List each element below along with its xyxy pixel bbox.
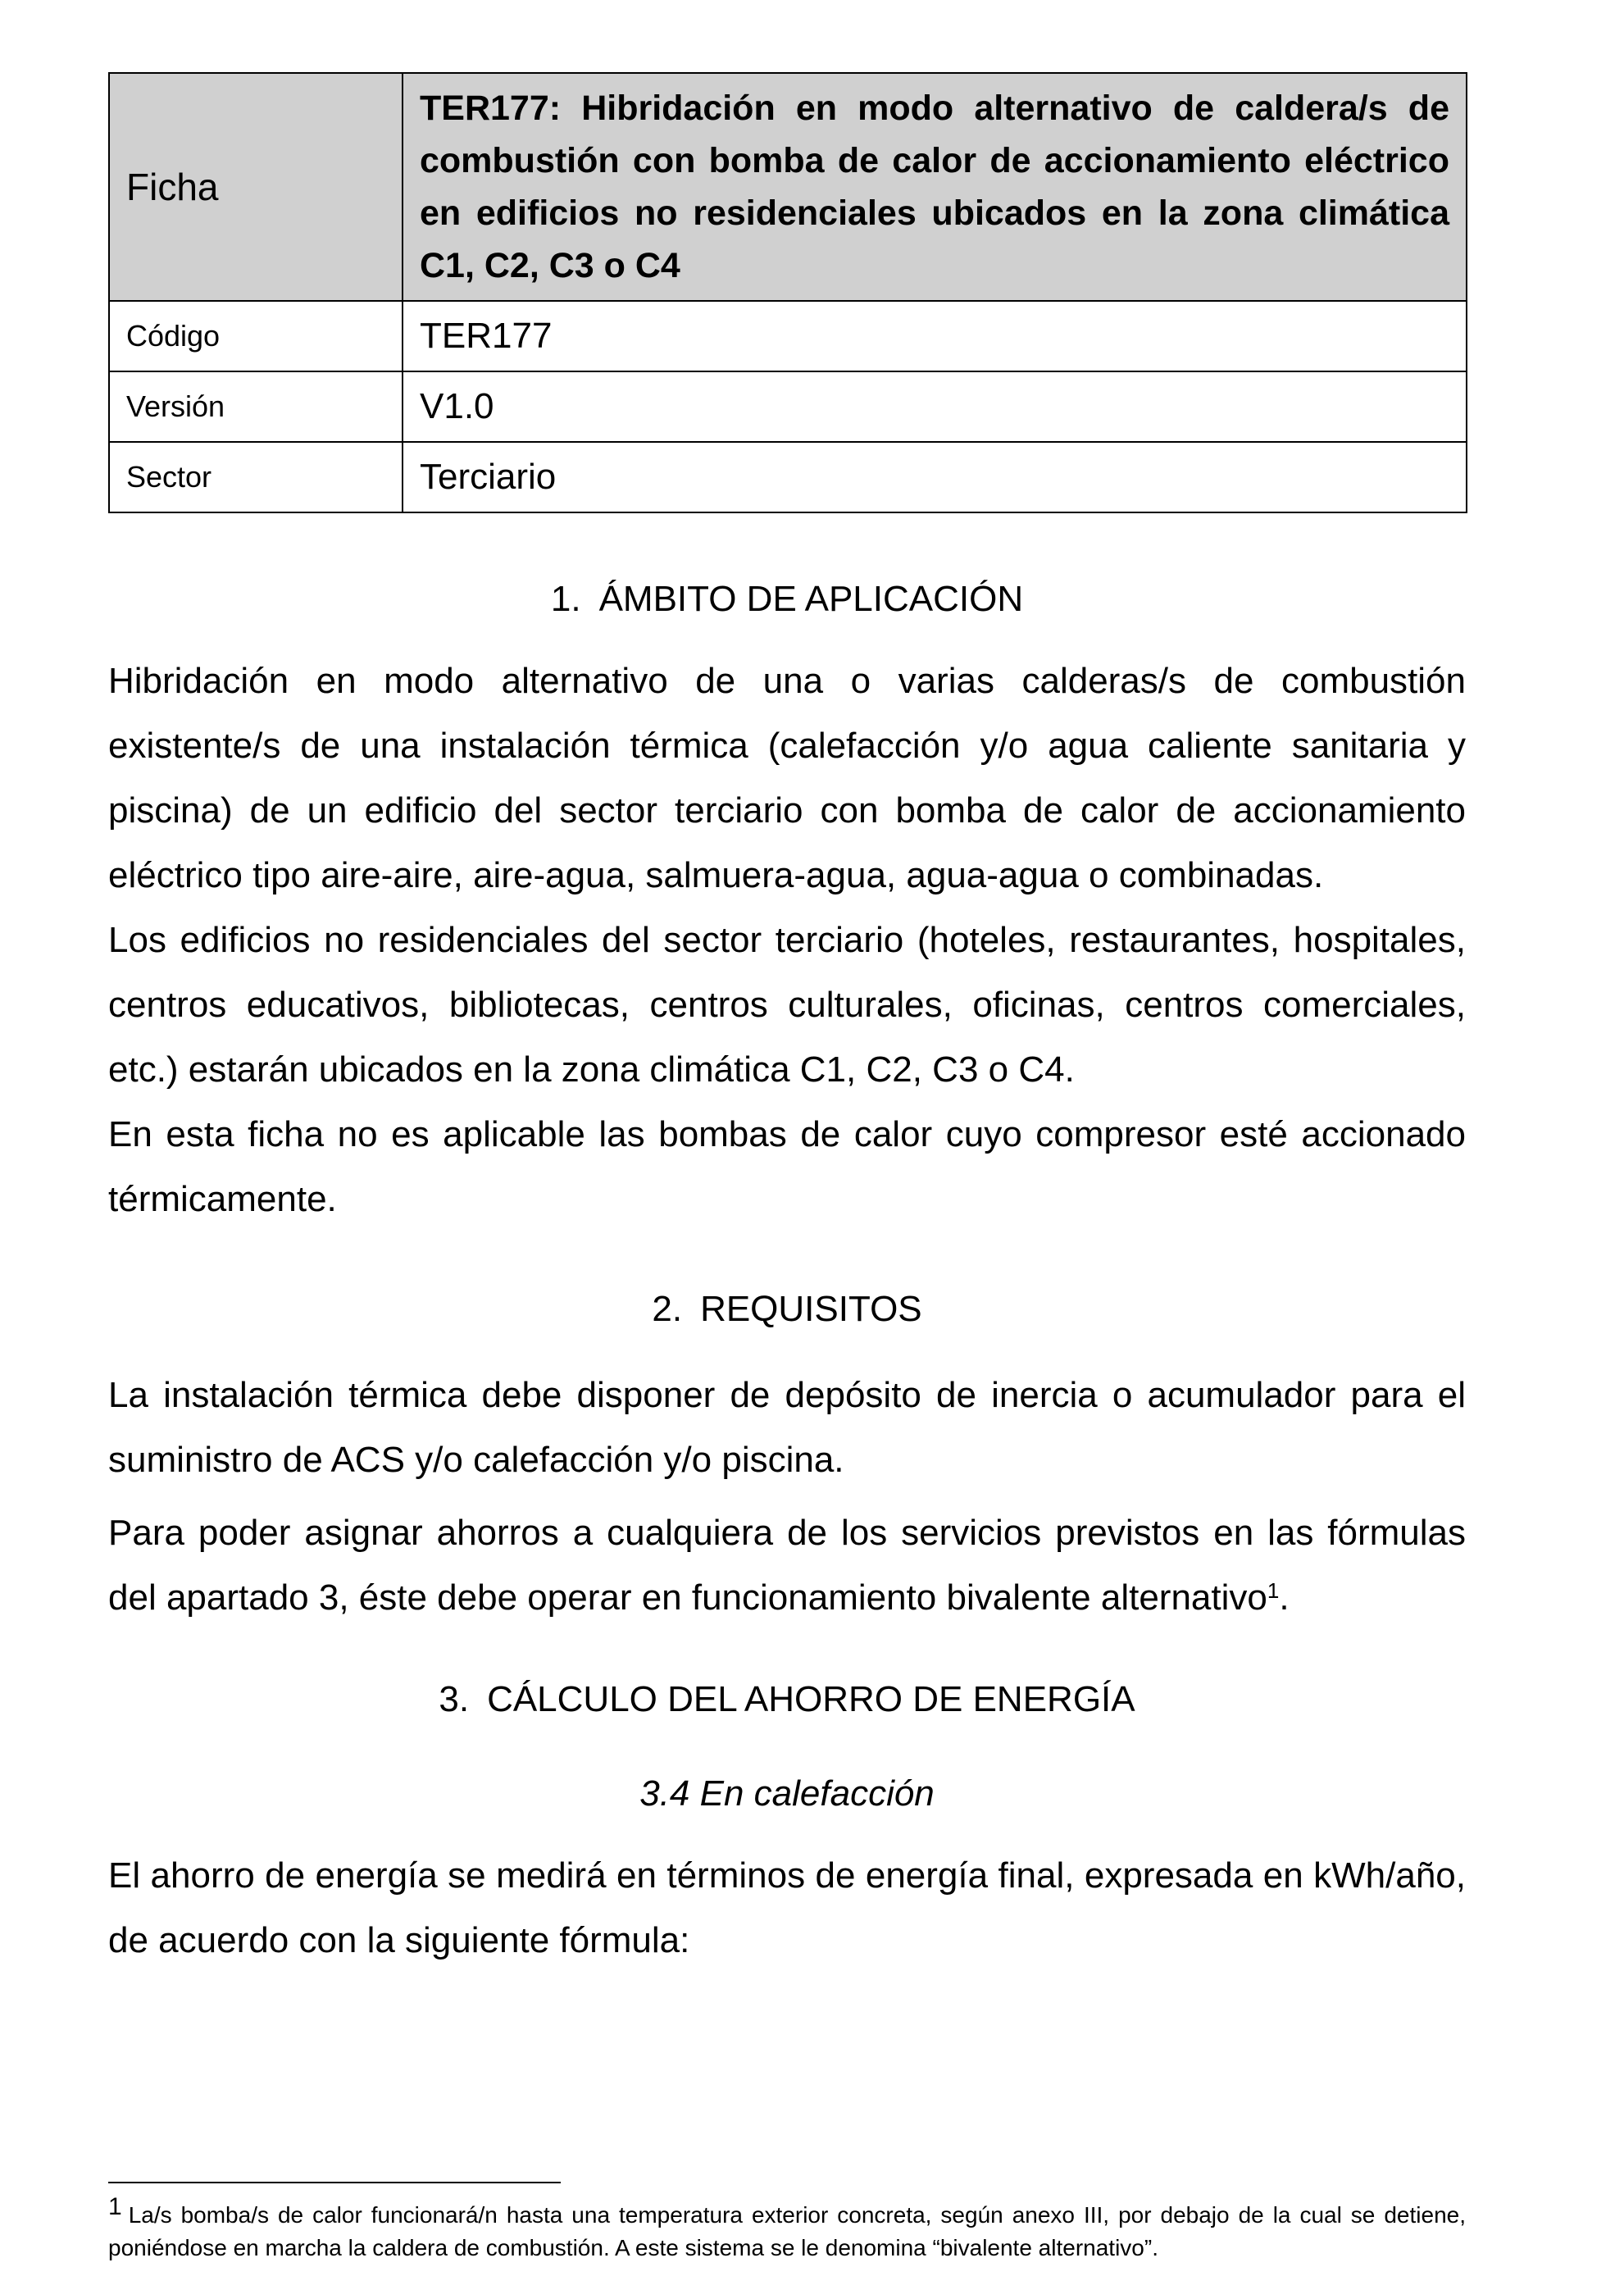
section-2-heading: [108, 1289, 1466, 1330]
ficha-table: [108, 72, 1467, 513]
version-value: V1.0: [403, 371, 1467, 442]
sector-value: Terciario: [403, 442, 1467, 512]
section-3-number: 3.: [439, 1679, 470, 1719]
footnote-separator: [108, 2182, 561, 2183]
codigo-row: [109, 301, 1467, 371]
ficha-title: TER177: Hibridación en modo alternativo de caldera/s de combustión con bomba de calor de accionamiento eléctrico en edificios no residenciales ubicados en la zona climática C1, C2, C3 o C4: [403, 73, 1467, 301]
section-1-paragraph-2: Los edificios no residenciales del sector terciario (hoteles, restaurantes, hospitales, centros educativos, bibliotecas, centros culturales, oficinas, centros comerciales, etc.) estarán ubicados en la zona climática C1, C2, C3 o C4.: [108, 920, 1466, 1090]
sector-row: [109, 442, 1467, 512]
version-row: [109, 371, 1467, 442]
codigo-value: TER177: [403, 301, 1467, 371]
section-1-title: ÁMBITO DE APLICACIÓN: [598, 579, 1024, 619]
section-1-paragraph-1: Hibridación en modo alternativo de una o varias calderas/s de combustión existente/s de una instalación térmica (calefacción y/o agua caliente sanitaria y piscina) de un edificio del sector terciario con bomba de calor de accionamiento eléctrico tipo aire-aire, aire-agua, salmuera-agua, agua-agua o combinadas.: [108, 661, 1466, 895]
footnote-reference[interactable]: 1: [1267, 1578, 1280, 1603]
document-page: [108, 72, 1466, 1973]
footnote: [108, 2193, 1466, 2265]
section-3-heading: [108, 1679, 1466, 1720]
section-2-paragraph-2-text: Para poder asignar ahorros a cualquiera de los servicios previstos en las fórmulas del apartado 3, éste debe operar en funcionamiento bivalente alternativo: [108, 1513, 1466, 1618]
section-3-paragraph-1: El ahorro de energía se medirá en términos de energía final, expresada en kWh/año, de acuerdo con la siguiente fórmula:: [108, 1855, 1466, 1960]
version-label: Versión: [109, 371, 403, 442]
section-3-title: CÁLCULO DEL AHORRO DE ENERGÍA: [487, 1679, 1135, 1719]
section-1-heading: [108, 579, 1466, 620]
footnote-text: La/s bomba/s de calor funcionará/n hasta una temperatura exterior concreta, según anexo III, por debajo de la cual se detiene, poniéndose en marcha la caldera de combustión. A este sistema se le denomina “bivalente alternativo”.: [108, 2202, 1466, 2260]
codigo-label: Código: [109, 301, 403, 371]
sector-label: Sector: [109, 442, 403, 512]
section-1-number: 1.: [550, 579, 581, 619]
ficha-row: [109, 73, 1467, 301]
section-2-title: REQUISITOS: [700, 1289, 922, 1329]
section-2-number: 2.: [652, 1289, 683, 1329]
ficha-label: Ficha: [109, 73, 403, 301]
section-2-paragraph-2: [108, 1500, 1466, 1630]
section-1-paragraph-3: En esta ficha no es aplicable las bombas de calor cuyo compresor esté accionado térmicamente.: [108, 1114, 1466, 1219]
section-2-paragraph-1: La instalación térmica debe disponer de depósito de inercia o acumulador para el suministro de ACS y/o calefacción y/o piscina.: [108, 1375, 1466, 1480]
subsection-3-4-heading: 3.4 En calefacción: [639, 1773, 935, 1814]
footnote-marker: 1: [108, 2193, 122, 2220]
section-2-paragraph-2-end: .: [1279, 1577, 1290, 1618]
